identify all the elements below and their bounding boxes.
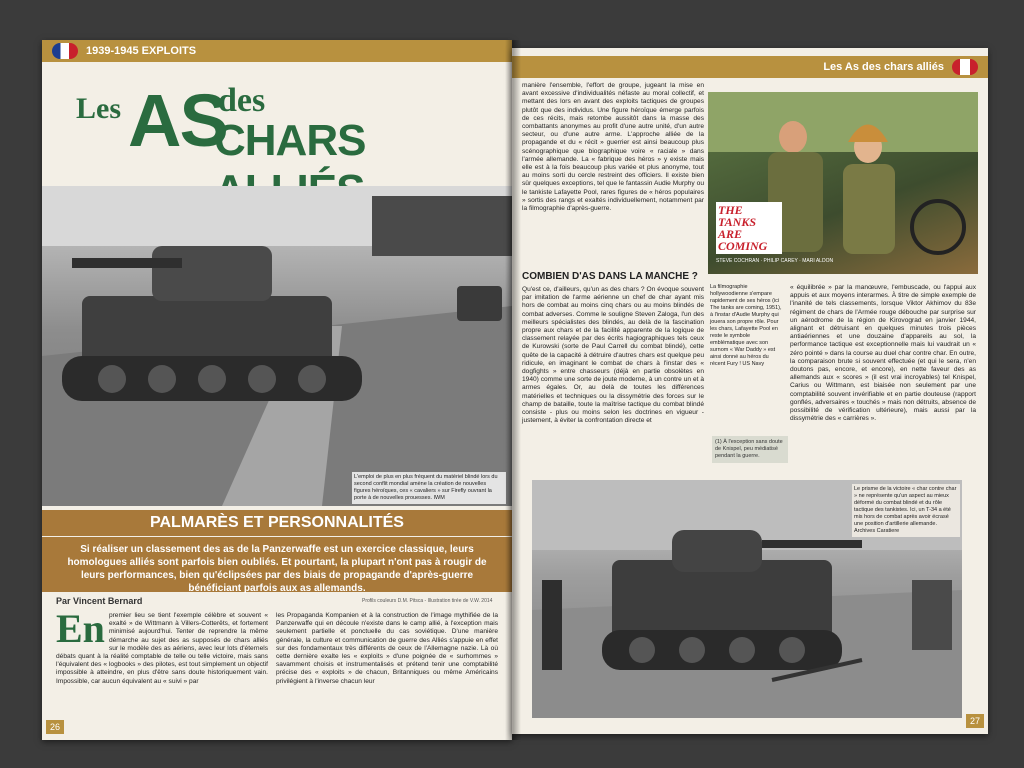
page-number-left: 26 — [46, 720, 64, 734]
right-column-1-body: Qu'est ce, d'ailleurs, qu'un as des chars ? On évoque souvent par imitation de l'arme aérienne un chef de char ayant mis hors de combat au moins cinq chars ou au moins blindés de combat adverses. Comme le souligne Steven Zaloga, l'un des meilleurs spécialistes des blindés, au delà de la fascination propre aux chars et de la facilité apparente de la logique de classement relayée par des écrits hagiographiques tels ceux de Kurowski (sorte de Paul Carrell du combat blindé), cette quête de la capacité à détruire d'autres chars est quelque peu ridicule, en imaginant le combat de chars à l'instar des « dogfights » entre chasseurs (déjà en partie obsolètes en 1940) comme une sorte de joute moderne, à un contre un et à armes égales. Or, au delà de toutes les différences matérielles et techniques ou la dissymétrie des forces sur le champ de bataille, toute la maîtrise tactique du combat blindé consiste - plus ou moins selon les doctrines en vigueur - justement, à éviter la confrontation directe et — [522, 286, 704, 425]
title-des: des — [218, 82, 266, 119]
left-column-1-text: premier lieu se tient l'exemple célèbre et souvent « exalté » de Wittmann à Villers-Cotterêts, et fortement minimisé aujourd'hui. Tenter de reprendre la même démarche au sujet des as supposés de chars alliés sur le modèle des as aériens, avec leur lots d'éternels débats quant à la réalité comptable de telle ou telle victoire, mais sans l'équivalent des « logbooks » des pilotes, est tout simplement un objectif impossible à atteindre, en plus d'être sans doute historiquement vain. Impossible, car aucun équivalent au « suivi » par — [56, 612, 268, 685]
tank-illustration — [42, 186, 512, 506]
right-column-2-body: « équilibrée » par la manœuvre, l'embuscade, ou l'appui aux appuis et aux moyens interarmes. À titre de simple exemple de l'inanité de tels classements, lorsque Viktor Akhimov du 83e régiment de chars de l'Armée rouge débouche par surprise sur un aérodrome de la région de Kirovograd en janvier 1944, alignant et détruisant en quelques minutes trois pièces antiaériennes et une douzaine d'appareils au sol, la performance tactique est exceptionnelle mais lui vaudrait un « zéro pointé » dans la course au duel char contre char. En outre, la comparaison brute si souvent effectuée (et qui le sera, n'en doutons pas, encore, et encore), en nette faveur des as allemands aux « scores » (il est vrai incroyables) tel Knispel, Carius ou Wittmann, est biaisée non seulement par une comptabilité souvent invérifiable et en partie douteuse (rapport gonflés, adversaires « touchés » mais non détruits, absence de possibilité de vérification ultérieure), mais aussi par la dissymétrie des « carrières ». — [790, 284, 976, 423]
title-as: AS — [128, 79, 227, 162]
page-number-right: 27 — [966, 714, 984, 728]
photo-caption: L'emploi de plus en plus fréquent du matériel blindé lors du second conflit mondial amène la création de nouvelles figures héroïques, ces « cavaliers » sur Firefly ouvrant la porte à de nouvelles prouesses. IWM — [352, 472, 506, 504]
right-page — [512, 48, 988, 734]
footnote-box: (1) À l'exception sans doute de Knispel, peu médiatisé pendant la guerre. — [712, 436, 788, 463]
title-chars: CHARS — [214, 116, 366, 165]
title-les: Les — [76, 92, 121, 125]
poster-credits: STEVE COCHRAN · PHILIP CAREY · MARI ALDON — [716, 258, 834, 264]
right-header-label: Les As des chars alliés — [823, 61, 944, 73]
flag-icon — [52, 43, 78, 59]
left-column-2: les Propaganda Kompanien et à la construction de l'image mythifiée de la Panzerwaffe qui en découle n'existe dans le camp allié, à l'exception mais seulement partielle et ponctuelle du cas soviétique. D'une manière générale, la culture et communication de guerre des Alliés s'appuie en effet sur des fondamentaux très différents de ceux de l'Allemagne nazie. Là où cette dernière exalte les « exploits » d'une poignée de « surhommes » savamment choisis et instrumentalisés et prétend tenir une comptabilité précise des « exploits » de chacun, Britanniques ou même Américains privilégient à l'inverse chacun leur — [276, 612, 498, 685]
intro-text: Si réaliser un classement des as de la Panzerwaffe est un exercice classique, leurs homologues alliés sont parfois bien oubliés. Et pourtant, la plupart n'ont pas à rougir de leurs performances, bien qu'éclipsées par des biais de propagande d'après-guerre bénéficiant parfois aux as allemands. — [42, 537, 512, 592]
dropcap: En — [56, 606, 105, 651]
spine-shadow — [505, 40, 521, 740]
right-header-band — [512, 56, 988, 78]
right-column-1-top: manière l'ensemble, l'effort de groupe, jugeant la mise en avant excessive d'individualités néfaste au moral collectif, et mettant des lors en avant des exploits tactiques de groupes plutôt que des individus. Une figure héroïque émerge parfois de ces récits, mais retombe aussitôt dans la masse des combattants anonymes au profit d'une autre unité, d'un autre secteur, ou d'une autre arme. L'approche alliée de la propagande et du « récit » guerrier est ainsi beaucoup plus scénographique que biographique voire « raciale » dans l'armée allemande. La « fabrique des héros » y existe mais elle est à la fois beaucoup plus variée et plus anonyme, tout au moins sorti du cercle restreint des officiers. Il existe bien sûr quelques exceptions, tel que le fantassin Audie Murphy ou le tankiste Lafayette Pool, rares figures de « héros populaires » sortis des rangs et exaltés individuellement, notamment par la filmographie d'après-guerre. — [522, 82, 704, 213]
section-head: COMBIEN D'AS DANS LA MANCHE ? — [522, 271, 698, 282]
left-page — [42, 40, 512, 740]
left-column-1 — [56, 606, 268, 722]
canada-flag-icon — [952, 59, 978, 75]
t34-tank-photo — [532, 480, 962, 718]
movie-poster — [708, 92, 978, 274]
profile-credit: Profils couleurs D.M. Pitsca - Illustration tirée de V.W. 2014 — [362, 598, 493, 604]
tank-caption: Le prisme de la victoire « char contre char » ne représente qu'un aspect au mieux déformé du combat blindé et du rôle tactique des tankistes. Ici, un T-34 a été mis hors de combat après avoir écrasé une position d'artillerie allemande. Archives Caratiere — [852, 484, 960, 537]
byline: Par Vincent Bernard — [56, 596, 143, 606]
sherman-tank-photo — [42, 186, 512, 506]
poster-title: THE TANKS ARE COMING — [716, 202, 782, 254]
poster-caption: La filmographie hollywoodienne s'empare rapidement de ses héros (ici The tanks are coming, 1951), à l'instar d'Audie Murphy qui jouera son propre rôle. Pour les chars, Lafayette Pool en reste le symbole emblématique avec son surnom « War Daddy » est ainsi donné au héros du récent Fury ! US Navy — [710, 284, 782, 367]
section-bar: PALMARÈS ET PERSONNALITÉS — [42, 510, 512, 536]
left-header-label: 1939-1945 EXPLOITS — [86, 45, 197, 57]
left-header-band — [42, 40, 512, 62]
